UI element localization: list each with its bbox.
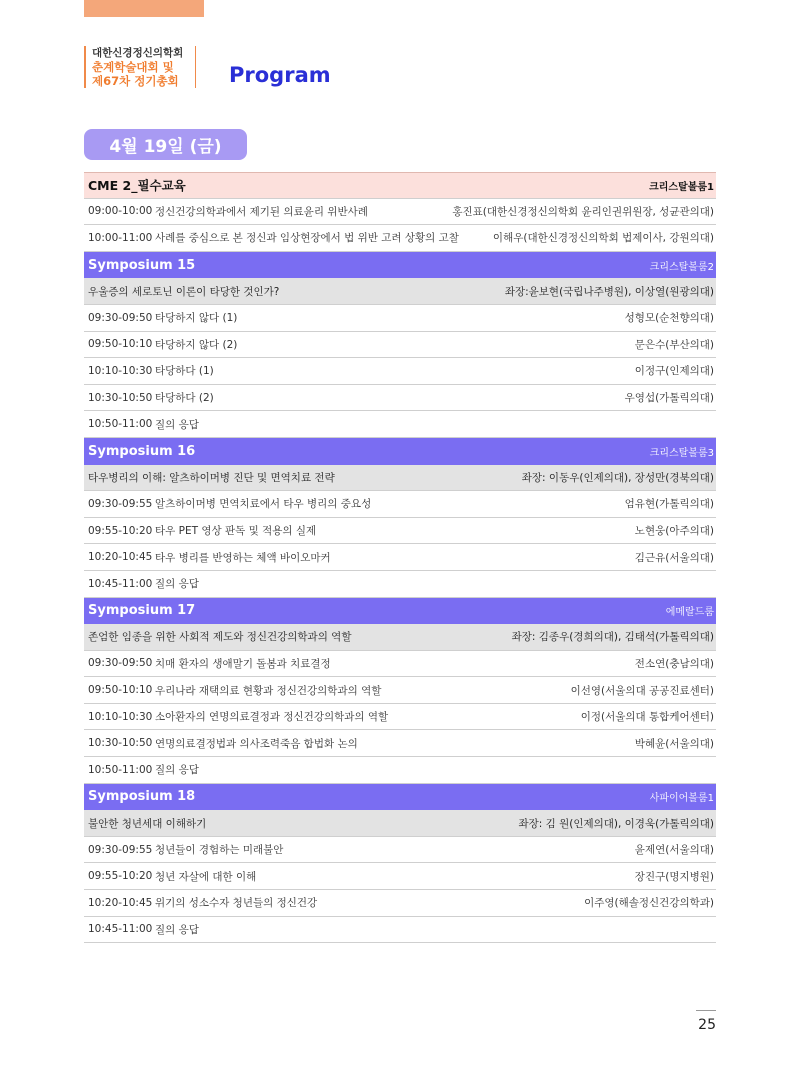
row-speaker: 이선영(서울의대 공공진료센터) — [570, 684, 714, 697]
page-header — [84, 44, 196, 90]
row-title: 질의 응답 — [155, 418, 199, 431]
row-title: 소아환자의 연명의료결정과 정신건강의학과의 역할 — [155, 711, 389, 724]
top-accent-bar — [84, 0, 204, 17]
row-speaker: 장진구(명지병원) — [634, 870, 714, 883]
session-chairs: 좌장: 김종우(경희의대), 김태석(가톨릭의대) — [511, 631, 714, 644]
page-number: 25 — [696, 1010, 716, 1033]
session-header-symposium18 — [84, 784, 716, 811]
row-time: 10:50-11:00 — [88, 418, 153, 431]
row-title: 타당하지 않다 (1) — [155, 312, 238, 325]
event-name-line2: 제67차 정기총회 — [92, 74, 179, 88]
row-time: 10:10-10:30 — [88, 364, 153, 377]
session-title: Symposium 16 — [88, 443, 196, 459]
row-time: 10:30-10:50 — [88, 737, 153, 750]
event-name-line1: 춘계학술대회 및 — [92, 60, 174, 74]
session-title: Symposium 17 — [88, 603, 196, 619]
row-title: 연명의료결정법과 의사조력죽음 합법화 논의 — [155, 737, 358, 750]
row-speaker: 이정구(인제의대) — [634, 365, 714, 378]
session-theme-row — [84, 624, 716, 651]
table-row — [84, 199, 716, 226]
row-title: 질의 응답 — [155, 764, 199, 777]
row-time: 09:30-09:55 — [88, 497, 153, 510]
row-speaker: 노현웅(아주의대) — [634, 525, 714, 538]
society-name: 대한신경정신의학회 — [92, 47, 184, 59]
table-row — [84, 863, 716, 890]
session-room: 에메랄드룸 — [665, 607, 714, 619]
row-time: 09:55-10:20 — [88, 870, 153, 883]
row-speaker: 이정(서울의대 통합케어센터) — [580, 711, 714, 724]
session-header-symposium15 — [84, 252, 716, 279]
session-theme: 타우병리의 이해: 알츠하이머병 진단 및 면역치료 전략 — [88, 471, 335, 484]
row-speaker: 우영섭(가톨릭의대) — [624, 392, 714, 405]
row-speaker: 전소연(충남의대) — [634, 657, 714, 670]
session-room: 크리스탈볼룸3 — [649, 447, 714, 459]
row-time: 10:00-11:00 — [88, 231, 153, 244]
program-table — [84, 172, 716, 943]
table-row — [84, 491, 716, 518]
session-header-symposium17 — [84, 598, 716, 625]
table-row — [84, 305, 716, 332]
session-chairs: 좌장: 김 원(인제의대), 이경욱(가톨릭의대) — [518, 817, 714, 830]
table-row — [84, 651, 716, 678]
row-time: 10:50-11:00 — [88, 763, 153, 776]
row-time: 10:20-10:45 — [88, 551, 153, 564]
session-title: CME 2_필수교육 — [88, 178, 186, 194]
row-speaker: 윤제연(서울의대) — [634, 844, 714, 857]
table-row — [84, 544, 716, 571]
row-speaker: 김근유(서울의대) — [634, 551, 714, 564]
row-title: 질의 응답 — [155, 578, 199, 591]
session-header-symposium16 — [84, 438, 716, 465]
program-heading: Program — [229, 63, 331, 87]
row-title: 질의 응답 — [155, 923, 199, 936]
table-row — [84, 730, 716, 757]
row-title: 위기의 성소수자 청년들의 정신건강 — [155, 897, 318, 910]
row-speaker: 홍진표(대한신경정신의학회 윤리인권위원장, 성균관의대) — [452, 205, 714, 218]
row-speaker: 문은수(부산의대) — [634, 338, 714, 351]
table-row — [84, 411, 716, 438]
row-title: 타우 PET 영상 판독 및 적용의 실제 — [155, 525, 317, 538]
row-time: 09:30-09:50 — [88, 311, 153, 324]
row-title: 사례를 중심으로 본 정신과 임상현장에서 법 위반 고려 상황의 고찰 — [155, 232, 459, 245]
table-row — [84, 890, 716, 917]
row-speaker: 엄유현(가톨릭의대) — [624, 498, 714, 511]
session-theme: 우울증의 세로토닌 이론이 타당한 것인가? — [88, 285, 280, 298]
row-speaker: 이해우(대한신경정신의학회 법제이사, 강원의대) — [492, 232, 714, 245]
session-room: 크리스탈볼룸2 — [649, 261, 714, 273]
table-row — [84, 571, 716, 598]
session-chairs: 좌장:윤보현(국립나주병원), 이상열(원광의대) — [504, 285, 714, 298]
society-title — [84, 46, 183, 88]
date-badge: 4월 19일 (금) — [84, 129, 247, 160]
session-title: Symposium 18 — [88, 789, 196, 805]
table-row — [84, 757, 716, 784]
row-time: 09:00-10:00 — [88, 205, 153, 218]
row-title: 정신건강의학과에서 제기된 의료윤리 위반사례 — [155, 205, 368, 218]
table-row — [84, 518, 716, 545]
table-row — [84, 917, 716, 944]
row-title: 청년들이 경험하는 미래불안 — [155, 844, 284, 857]
session-theme: 불안한 청년세대 이해하기 — [88, 817, 207, 830]
header-divider — [195, 46, 196, 88]
session-header-cme2 — [84, 172, 716, 199]
session-room: 크리스탈볼룸1 — [649, 181, 714, 193]
row-time: 09:55-10:20 — [88, 524, 153, 537]
row-title: 타우 병리를 반영하는 체액 바이오마커 — [155, 551, 331, 564]
table-row — [84, 332, 716, 359]
row-time: 09:30-09:50 — [88, 657, 153, 670]
row-speaker: 성형모(순천향의대) — [624, 312, 714, 325]
table-row — [84, 677, 716, 704]
session-title: Symposium 15 — [88, 257, 196, 273]
row-time: 10:45-11:00 — [88, 923, 153, 936]
row-title: 청년 자살에 대한 이해 — [155, 870, 257, 883]
row-speaker: 이주영(해솔정신건강의학과) — [584, 897, 714, 910]
table-row — [84, 358, 716, 385]
row-title: 우리나라 재택의료 현황과 정신건강의학과의 역할 — [155, 684, 382, 697]
table-row — [84, 837, 716, 864]
table-row — [84, 385, 716, 412]
row-title: 치매 환자의 생애말기 돌봄과 치료결정 — [155, 657, 331, 670]
row-time: 10:10-10:30 — [88, 710, 153, 723]
row-speaker: 박혜윤(서울의대) — [634, 737, 714, 750]
row-time: 10:30-10:50 — [88, 391, 153, 404]
session-theme-row — [84, 810, 716, 837]
row-time: 09:30-09:55 — [88, 843, 153, 856]
table-row — [84, 225, 716, 252]
session-theme-row — [84, 278, 716, 305]
row-time: 09:50-10:10 — [88, 684, 153, 697]
session-theme-row — [84, 465, 716, 492]
row-title: 타당하다 (1) — [155, 365, 214, 378]
row-title: 타당하다 (2) — [155, 392, 214, 405]
session-chairs: 좌장: 이동우(인제의대), 장성만(경북의대) — [521, 471, 714, 484]
row-time: 09:50-10:10 — [88, 338, 153, 351]
row-time: 10:45-11:00 — [88, 577, 153, 590]
row-time: 10:20-10:45 — [88, 896, 153, 909]
row-title: 알츠하이머병 면역치료에서 타우 병리의 중요성 — [155, 498, 372, 511]
table-row — [84, 704, 716, 731]
session-room: 사파이어볼룸1 — [649, 793, 714, 805]
row-title: 타당하지 않다 (2) — [155, 338, 238, 351]
session-theme: 존엄한 임종을 위한 사회적 제도와 정신건강의학과의 역할 — [88, 631, 352, 644]
